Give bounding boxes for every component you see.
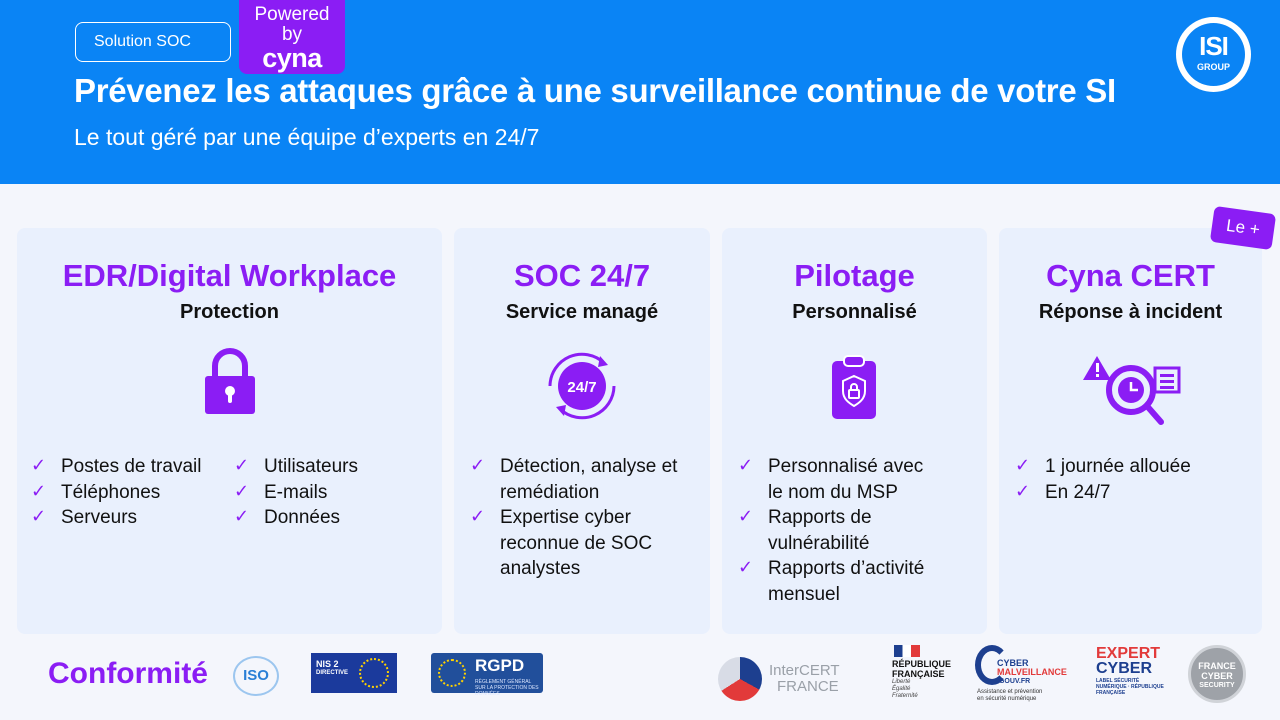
list-item: ✓ Serveurs — [31, 506, 138, 528]
list-item: ✓ Données — [234, 506, 341, 528]
card-title: Pilotage — [794, 258, 915, 293]
card-cyna-cert — [999, 228, 1262, 634]
intercert-emblem-icon — [718, 657, 762, 701]
republique-label: RÉPUBLIQUE — [892, 659, 952, 669]
list-item: mensuel — [768, 583, 840, 605]
card-subtitle: Service managé — [505, 301, 659, 323]
expert-cyber-logo — [1096, 646, 1166, 702]
header-banner — [0, 0, 1280, 184]
list-item: ✓ Rapports d’activité — [738, 557, 925, 579]
rgpd-small-label: RÈGLEMENT GÉNÉRAL SUR LA PROTECTION DES DONNÉES — [475, 679, 539, 697]
check-icon: ✓ — [470, 455, 486, 475]
list-item: ✓ Détection, analyse et — [470, 455, 678, 477]
isi-logo-text: ISI — [1199, 31, 1228, 61]
le-plus-badge: Le + — [1210, 206, 1276, 250]
list-item: remédiation — [500, 481, 600, 503]
list-item: ✓ Postes de travail — [31, 455, 202, 477]
card-edr — [17, 228, 442, 634]
cybermalveillance-logo — [975, 645, 1065, 703]
list-item: ✓ Personnalisé avec — [738, 455, 924, 477]
list-item: reconnue de SOC — [500, 532, 653, 554]
check-icon: ✓ — [234, 506, 250, 526]
list-item: analystes — [500, 558, 581, 579]
powered-by-cyna-badge — [239, 0, 345, 74]
check-icon: ✓ — [1015, 455, 1031, 475]
clock-24-7-label: 24/7 — [567, 379, 597, 396]
motto-liberte: Liberté — [892, 679, 911, 685]
list-item: ✓ E-mails — [234, 480, 328, 503]
france-cyber-security-logo — [1188, 645, 1246, 703]
page-subtitle: Le tout géré par une équipe d’experts en 24/7 — [74, 124, 540, 150]
motto-fraternite: Fraternité — [892, 693, 918, 699]
eu-stars-icon — [359, 658, 389, 688]
conformite-label: Conformité — [48, 657, 208, 690]
marianne-flag-icon — [894, 645, 920, 657]
iso-logo: ISO — [233, 656, 279, 696]
fcs-label-1: FRANCE — [1198, 661, 1236, 671]
card-subtitle: Personnalisé — [792, 301, 917, 323]
nis2-logo — [311, 653, 397, 693]
intercert-france-logo — [718, 655, 848, 703]
check-icon: ✓ — [738, 506, 754, 526]
check-icon: ✓ — [470, 506, 486, 526]
list-item: le nom du MSP — [768, 481, 898, 503]
card-title: EDR/Digital Workplace — [62, 258, 397, 293]
check-icon: ✓ — [31, 480, 47, 501]
card-cert-list — [1015, 454, 1191, 505]
card-edr-list-left — [31, 454, 201, 531]
check-icon: ✓ — [234, 455, 250, 475]
padlock-icon — [203, 346, 257, 416]
check-icon: ✓ — [31, 455, 47, 475]
expert-cyber-label: CYBER — [1096, 660, 1153, 677]
powered-label: Powered — [254, 4, 330, 25]
motto-egalite: Égalité — [892, 686, 911, 692]
rgpd-label: RGPD — [475, 656, 525, 675]
rgpd-logo — [431, 653, 543, 697]
page-title: Prévenez les attaques grâce à une surveillance continue de votre SI — [74, 72, 1116, 109]
fcs-label-2: CYBER — [1201, 671, 1233, 681]
list-item: ✓ Utilisateurs — [234, 455, 358, 477]
check-icon: ✓ — [1015, 480, 1031, 501]
list-item: vulnérabilité — [768, 532, 870, 554]
card-edr-list-right — [234, 454, 358, 531]
expert-label: EXPERT — [1096, 645, 1161, 662]
cyna-logo-text: cyna — [262, 43, 322, 73]
intercert-france-label: FRANCE — [777, 678, 839, 695]
list-item: ✓ Téléphones — [31, 480, 161, 503]
card-soc-list — [470, 454, 677, 582]
list-item: ✓ Expertise cyber — [470, 506, 631, 528]
card-subtitle: Protection — [180, 301, 279, 323]
intercert-label: InterCERT — [769, 662, 840, 679]
card-pilotage — [722, 228, 987, 634]
list-item: ✓ En 24/7 — [1015, 480, 1111, 503]
gouv-label: .GOUV.FR — [997, 678, 1031, 685]
list-item: ✓ Rapports de — [738, 506, 872, 528]
isi-logo-subtext: GROUP — [1196, 62, 1230, 72]
malveillance-label: MALVEILLANCE — [997, 667, 1067, 677]
nis2-directive-label: DIRECTIVE — [316, 670, 349, 676]
card-title: Cyna CERT — [1046, 258, 1215, 293]
nis2-label: NIS 2 — [316, 659, 339, 669]
clock-24-7-icon — [542, 352, 622, 420]
fcs-label-3: SECURITY — [1199, 682, 1235, 689]
cyber-tagline-1: Assistance et prévention — [977, 689, 1043, 695]
card-title: SOC 24/7 — [513, 258, 651, 293]
clipboard-shield-icon — [831, 354, 877, 420]
eu-stars-icon — [438, 659, 466, 687]
check-icon: ✓ — [31, 506, 47, 526]
card-pilotage-list — [738, 454, 924, 607]
incident-search-icon — [1081, 352, 1185, 426]
expert-small-label: LABEL SÉCURITÉ NUMÉRIQUE · RÉPUBLIQUE FRANÇAISE — [1096, 678, 1164, 696]
check-icon: ✓ — [234, 480, 250, 501]
solution-tag: Solution SOC — [75, 22, 231, 62]
cyber-tagline-2: en sécurité numérique — [977, 696, 1037, 702]
check-icon: ✓ — [738, 455, 754, 475]
cyber-label: CYBER — [997, 658, 1029, 668]
card-subtitle: Réponse à incident — [1038, 301, 1223, 323]
check-icon: ✓ — [738, 557, 754, 577]
republique-francaise-logo — [892, 645, 962, 705]
isi-group-logo — [1176, 17, 1251, 92]
by-label: by — [281, 24, 303, 45]
list-item: ✓ 1 journée allouée — [1015, 455, 1191, 477]
francaise-label: FRANÇAISE — [892, 669, 945, 679]
card-soc — [454, 228, 710, 634]
